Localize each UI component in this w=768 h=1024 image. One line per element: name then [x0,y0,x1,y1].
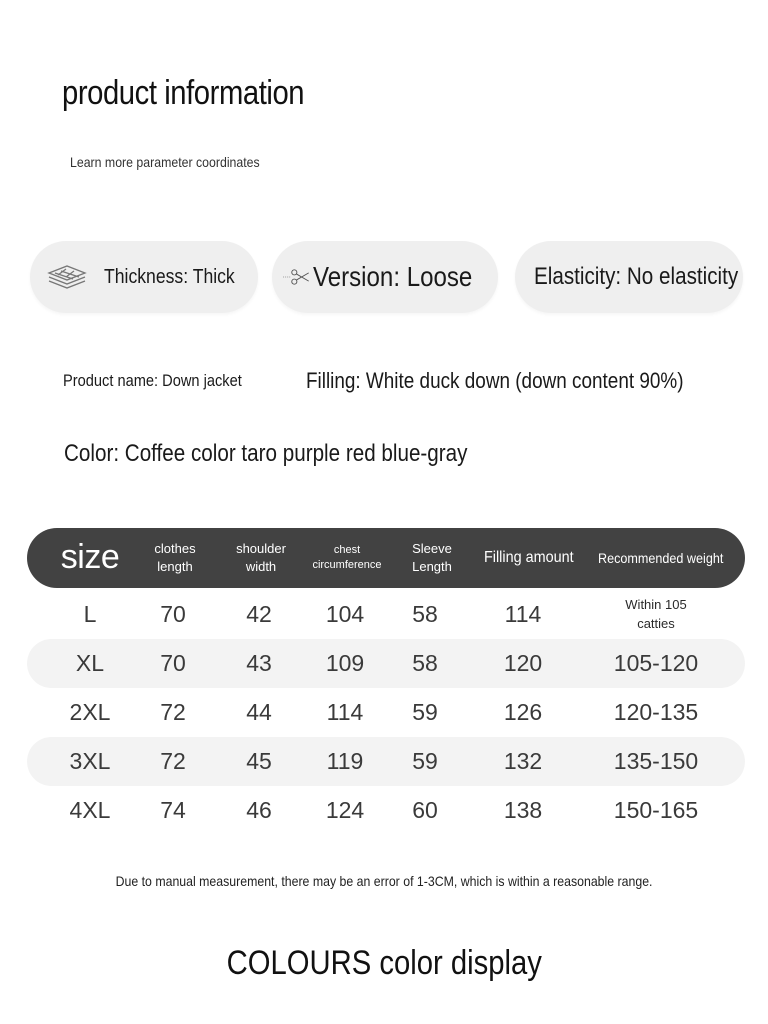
cell-clothes-length: 72 [160,748,186,774]
cell-shoulder-width: 43 [246,650,272,676]
layers-icon [46,261,88,293]
cell-clothes-length: 70 [160,601,186,627]
table-row [27,737,745,786]
cell-shoulder-width: 46 [246,797,272,823]
cell-chest: 104 [325,601,365,627]
cell-weight: 120-135 [613,699,699,725]
table-row [27,688,745,737]
cell-chest: 124 [325,797,365,823]
table-row [27,639,745,688]
cell-size: XL [75,650,105,676]
cell-filling: 138 [503,797,543,823]
cell-filling: 132 [503,748,543,774]
elasticity-pill [515,241,743,313]
cell-shoulder-width: 44 [246,699,272,725]
elasticity-label: Elasticity: No elasticity [534,263,739,290]
cell-weight: 150-165 [613,797,699,823]
thickness-label: Thickness: Thick [104,265,235,288]
cell-size: L [83,601,97,627]
cell-size: 4XL [69,797,111,823]
cell-chest: 114 [326,699,364,725]
header-chest-circumference: chest circumference [312,544,382,571]
filling-info: Filling: White duck down (down content 90%) [306,368,684,393]
color-info: Color: Coffee color taro purple red blue-gray [64,440,468,467]
cell-filling: 120 [503,650,543,676]
page-title: product information [62,74,305,112]
scissors-icon [282,259,311,295]
table-row [27,786,745,835]
cell-size: 3XL [69,748,111,774]
version-pill [272,241,498,313]
cell-shoulder-width: 45 [246,748,272,774]
header-recommended-weight: Recommended weight [598,549,724,566]
header-filling-amount: Filling amount [484,549,574,567]
table-row [27,590,745,639]
cell-sleeve: 59 [412,699,438,725]
thickness-pill [30,241,258,313]
cell-chest: 119 [326,748,364,774]
cell-weight: 135-150 [613,748,699,774]
cell-filling: 126 [503,699,543,725]
size-table-header [27,528,745,588]
cell-size: 2XL [69,699,111,725]
cell-weight: 105-120 [613,650,699,676]
cell-clothes-length: 72 [160,699,186,725]
header-clothes-length: clothes length [154,541,196,574]
header-shoulder-width: shoulder width [236,541,286,574]
header-sleeve-length: Sleeve Length [412,541,452,574]
cell-chest: 109 [325,650,365,676]
cell-sleeve: 58 [412,601,438,627]
cell-shoulder-width: 42 [246,601,272,627]
measurement-note: Due to manual measurement, there may be an error of 1-3CM, which is within a reasonable range. [115,873,653,889]
cell-weight: Within 105 catties [625,596,687,631]
page-subtitle: Learn more parameter coordinates [70,154,260,170]
product-name: Product name: Down jacket [63,371,242,390]
cell-clothes-length: 70 [160,650,186,676]
cell-clothes-length: 74 [160,797,186,823]
cell-sleeve: 60 [412,797,438,823]
version-label: Version: Loose [312,261,473,292]
header-size: size [60,538,120,577]
cell-sleeve: 58 [412,650,438,676]
size-table [27,528,745,835]
cell-filling: 114 [504,601,542,627]
cell-sleeve: 59 [412,748,438,774]
colours-heading: COLOURS color display [226,944,542,982]
